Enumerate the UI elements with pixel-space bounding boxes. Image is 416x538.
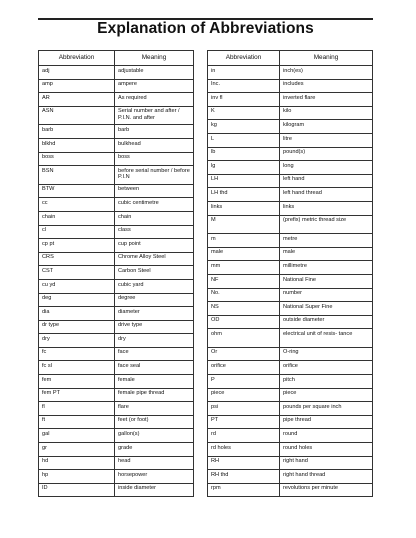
table-row <box>39 347 194 361</box>
abbreviation-cell: inv fl <box>208 93 280 107</box>
meaning-cell: O-ring <box>280 347 373 361</box>
table-row <box>39 66 194 80</box>
abbreviation-cell: links <box>208 201 280 215</box>
meaning-cell: (prefix) metric thread size <box>280 215 373 234</box>
meaning-cell: pipe thread <box>280 415 373 429</box>
table-row <box>208 347 373 361</box>
table-row <box>39 225 194 239</box>
meaning-cell: left hand <box>280 174 373 188</box>
abbreviation-cell: boss <box>39 152 115 166</box>
meaning-cell: before serial number / before P.I.N <box>115 166 194 185</box>
table-row <box>39 252 194 266</box>
abbreviation-cell: orifice <box>208 361 280 375</box>
table-row <box>39 402 194 416</box>
abbreviation-cell: fl <box>39 402 115 416</box>
abbreviation-cell: rd <box>208 429 280 443</box>
abbreviation-cell: K <box>208 106 280 120</box>
table-row <box>208 443 373 457</box>
meaning-cell: class <box>115 225 194 239</box>
column-header-meaning: Meaning <box>115 51 194 66</box>
abbreviation-cell: ft <box>39 415 115 429</box>
meaning-cell: pound(s) <box>280 147 373 161</box>
meaning-cell: face <box>115 347 194 361</box>
meaning-cell: kilo <box>280 106 373 120</box>
meaning-cell: grade <box>115 443 194 457</box>
table-row <box>39 79 194 93</box>
meaning-cell: chain <box>115 211 194 225</box>
table-row <box>208 429 373 443</box>
abbreviation-cell: fc <box>39 347 115 361</box>
abbreviations-table-right <box>207 50 373 497</box>
abbreviation-cell: cc <box>39 198 115 212</box>
meaning-cell: left hand thread <box>280 188 373 202</box>
meaning-cell: outside diameter <box>280 315 373 329</box>
table-row <box>208 261 373 275</box>
abbreviation-cell: psi <box>208 402 280 416</box>
meaning-cell: feet (or foot) <box>115 415 194 429</box>
abbreviation-cell: cp pt <box>39 239 115 253</box>
abbreviation-cell: mm <box>208 261 280 275</box>
table-row <box>39 334 194 348</box>
meaning-cell: long <box>280 161 373 175</box>
abbreviation-cell: NF <box>208 274 280 288</box>
abbreviation-cell: cu yd <box>39 279 115 293</box>
meaning-cell: bulkhead <box>115 138 194 152</box>
table-row <box>39 307 194 321</box>
meaning-cell: pounds per square inch <box>280 402 373 416</box>
meaning-cell: piece <box>280 388 373 402</box>
table-row <box>208 247 373 261</box>
table-row <box>39 320 194 334</box>
meaning-cell: Carbon Steel <box>115 266 194 280</box>
abbreviation-cell: deg <box>39 293 115 307</box>
abbreviation-cell: RH <box>208 456 280 470</box>
table-row <box>208 470 373 484</box>
abbreviation-cell: No. <box>208 288 280 302</box>
abbreviation-cell: dia <box>39 307 115 321</box>
abbreviation-cell: lg <box>208 161 280 175</box>
meaning-cell: number <box>280 288 373 302</box>
meaning-cell: flare <box>115 402 194 416</box>
meaning-cell: Serial number and after / P.I.N. and after <box>115 106 194 125</box>
meaning-cell: links <box>280 201 373 215</box>
table-row <box>39 415 194 429</box>
meaning-cell: cubic yard <box>115 279 194 293</box>
abbreviation-cell: fem <box>39 375 115 389</box>
meaning-cell: inverted flare <box>280 93 373 107</box>
abbreviation-cell: rpm <box>208 483 280 497</box>
abbreviation-cell: gal <box>39 429 115 443</box>
table-row <box>208 456 373 470</box>
abbreviation-cell: NS <box>208 302 280 316</box>
abbreviation-cell: piece <box>208 388 280 402</box>
abbreviation-cell: OD <box>208 315 280 329</box>
table-row <box>208 174 373 188</box>
table-row <box>208 215 373 234</box>
abbreviation-cell: Or <box>208 347 280 361</box>
table-row <box>208 79 373 93</box>
meaning-cell: litre <box>280 133 373 147</box>
abbreviation-cell: PT <box>208 415 280 429</box>
table-row <box>208 402 373 416</box>
table-row <box>208 274 373 288</box>
table-row <box>39 166 194 185</box>
table-header-row <box>39 51 194 66</box>
table-row <box>39 266 194 280</box>
meaning-cell: kilogram <box>280 120 373 134</box>
table-row <box>39 125 194 139</box>
abbreviation-cell: CST <box>39 266 115 280</box>
meaning-cell: head <box>115 456 194 470</box>
table-row <box>39 138 194 152</box>
meaning-cell: barb <box>115 125 194 139</box>
table-row <box>39 279 194 293</box>
abbreviation-cell: Inc. <box>208 79 280 93</box>
column-header-abbreviation: Abbreviation <box>208 51 280 66</box>
meaning-cell: right hand thread <box>280 470 373 484</box>
meaning-cell: round holes <box>280 443 373 457</box>
meaning-cell: adjustable <box>115 66 194 80</box>
column-header-meaning: Meaning <box>280 51 373 66</box>
meaning-cell: dry <box>115 334 194 348</box>
table-row <box>39 456 194 470</box>
abbreviation-cell: fc sl <box>39 361 115 375</box>
page-title: Explanation of Abbreviations <box>97 20 314 37</box>
abbreviation-cell: dry <box>39 334 115 348</box>
abbreviation-cell: rd holes <box>208 443 280 457</box>
table-row <box>208 329 373 348</box>
abbreviation-cell: ID <box>39 483 115 497</box>
meaning-cell: pitch <box>280 375 373 389</box>
meaning-cell: face seal <box>115 361 194 375</box>
meaning-cell: degree <box>115 293 194 307</box>
abbreviation-cell: adj <box>39 66 115 80</box>
meaning-cell: National Fine <box>280 274 373 288</box>
meaning-cell: As required <box>115 93 194 107</box>
meaning-cell: horsepower <box>115 470 194 484</box>
table-row <box>208 66 373 80</box>
abbreviation-cell: AR <box>39 93 115 107</box>
table-row <box>208 234 373 248</box>
abbreviation-cell: amp <box>39 79 115 93</box>
table-row <box>39 106 194 125</box>
abbreviation-cell: LH <box>208 174 280 188</box>
table-row <box>39 470 194 484</box>
table-row <box>208 483 373 497</box>
abbreviations-table-left <box>38 50 194 497</box>
table-row <box>39 198 194 212</box>
meaning-cell: cup point <box>115 239 194 253</box>
meaning-cell: revolutions per minute <box>280 483 373 497</box>
abbreviation-cell: hd <box>39 456 115 470</box>
table-row <box>208 315 373 329</box>
abbreviation-cell: m <box>208 234 280 248</box>
meaning-cell: female <box>115 375 194 389</box>
meaning-cell: cubic centimetre <box>115 198 194 212</box>
abbreviation-cell: kg <box>208 120 280 134</box>
abbreviation-cell: chain <box>39 211 115 225</box>
column-header-abbreviation: Abbreviation <box>39 51 115 66</box>
abbreviation-cell: BSN <box>39 166 115 185</box>
abbreviation-cell: RH thd <box>208 470 280 484</box>
meaning-cell: orifice <box>280 361 373 375</box>
abbreviation-cell: in <box>208 66 280 80</box>
table-row <box>208 133 373 147</box>
meaning-cell: male <box>280 247 373 261</box>
meaning-cell: inside diameter <box>115 483 194 497</box>
abbreviation-cell: male <box>208 247 280 261</box>
meaning-cell: diameter <box>115 307 194 321</box>
abbreviation-cell: L <box>208 133 280 147</box>
meaning-cell: includes <box>280 79 373 93</box>
table-row <box>39 293 194 307</box>
abbreviation-cell: CRS <box>39 252 115 266</box>
table-row <box>39 152 194 166</box>
meaning-cell: ampere <box>115 79 194 93</box>
table-row <box>39 184 194 198</box>
abbreviation-cell: cl <box>39 225 115 239</box>
abbreviation-cell: lb <box>208 147 280 161</box>
table-row <box>208 388 373 402</box>
abbreviation-cell: gr <box>39 443 115 457</box>
table-row <box>208 188 373 202</box>
table-row <box>208 415 373 429</box>
abbreviation-cell: dr type <box>39 320 115 334</box>
meaning-cell: National Super Fine <box>280 302 373 316</box>
meaning-cell: gallon(s) <box>115 429 194 443</box>
table-row <box>208 120 373 134</box>
meaning-cell: metre <box>280 234 373 248</box>
table-row <box>39 93 194 107</box>
meaning-cell: boss <box>115 152 194 166</box>
meaning-cell: right hand <box>280 456 373 470</box>
table-row <box>39 375 194 389</box>
abbreviation-cell: LH thd <box>208 188 280 202</box>
table-row <box>208 375 373 389</box>
table-row <box>208 302 373 316</box>
table-row <box>39 429 194 443</box>
table-row <box>208 201 373 215</box>
abbreviation-cell: barb <box>39 125 115 139</box>
meaning-cell: Chrome Alloy Steel <box>115 252 194 266</box>
meaning-cell: millimetre <box>280 261 373 275</box>
table-row <box>208 93 373 107</box>
meaning-cell: electrical unit of resis- tance <box>280 329 373 348</box>
meaning-cell: between <box>115 184 194 198</box>
meaning-cell: drive type <box>115 320 194 334</box>
table-row <box>208 147 373 161</box>
table-row <box>208 161 373 175</box>
table-row <box>39 211 194 225</box>
table-row <box>208 361 373 375</box>
abbreviation-cell: M <box>208 215 280 234</box>
table-header-row <box>208 51 373 66</box>
table-row <box>208 106 373 120</box>
meaning-cell: round <box>280 429 373 443</box>
abbreviation-cell: ohm <box>208 329 280 348</box>
table-row <box>39 483 194 497</box>
abbreviation-cell: fem PT <box>39 388 115 402</box>
meaning-cell: female pipe thread <box>115 388 194 402</box>
table-row <box>39 443 194 457</box>
table-row <box>39 239 194 253</box>
abbreviation-cell: ASN <box>39 106 115 125</box>
table-row <box>208 288 373 302</box>
table-row <box>39 388 194 402</box>
table-row <box>39 361 194 375</box>
abbreviation-cell: BTW <box>39 184 115 198</box>
abbreviation-cell: hp <box>39 470 115 484</box>
abbreviation-cell: blkhd <box>39 138 115 152</box>
abbreviation-cell: P <box>208 375 280 389</box>
meaning-cell: inch(es) <box>280 66 373 80</box>
